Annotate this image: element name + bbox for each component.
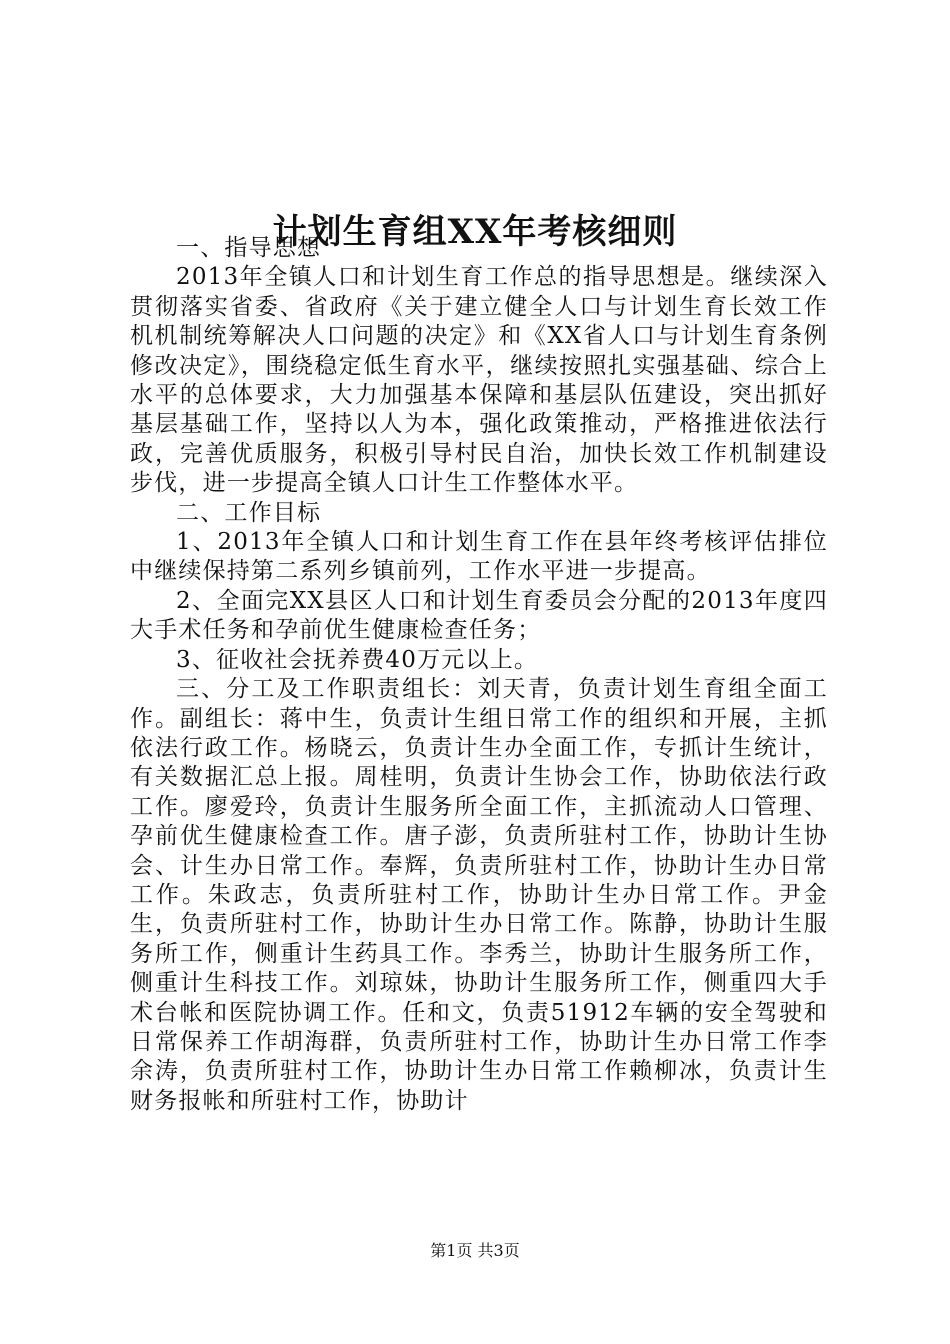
- paragraph-goal-1: 1、2013年全镇人口和计划生育工作在县年终考核评估排位中继续保持第二系列乡镇前列，工作水平进一步提高。: [130, 529, 828, 585]
- paragraph-division-of-duties: 三、分工及工作职责组长：刘天青，负责计划生育组全面工作。副组长：蒋中生，负责计生组日常工作的组织和开展，主抓依法行政工作。杨晓云，负责计生办全面工作，专抓计生统计，有关数据汇总上报。周桂明，负责计生协会工作，协助依法行政工作。廖爱玲，负责计生服务所全面工作，主抓流动人口管理、孕前优生健康检查工作。唐子澎，负责所驻村工作，协助计生协会、计生办日常工作。奉辉，负责所驻村工作，协助计生办日常工作。朱政志，负责所驻村工作，协助计生办日常工作。尹金生，负责所驻村工作，协助计生办日常工作。陈静，协助计生服务所工作，侧重计生药具工作。李秀兰，协助计生服务所工作，侧重计生科技工作。刘琼妹，协助计生服务所工作，侧重四大手术台帐和医院协调工作。任和文，负责51912车辆的安全驾驶和日常保养工作胡海群，负责所驻村工作，协助计生办日常工作李余涛，负责所驻村工作，协助计生办日常工作赖柳冰，负责计生财务报帐和所驻村工作，协助计: [130, 676, 828, 1114]
- section-heading-work-goals: 二、工作目标: [176, 499, 322, 526]
- page-number-footer: 第1页 共3页: [430, 1241, 520, 1260]
- section-heading-guiding-ideology: 一、指导思想: [176, 235, 322, 261]
- paragraph-goal-2: 2、全面完XX县区人口和计划生育委员会分配的2013年度四大手术任务和孕前优生健康检查任务；: [130, 587, 828, 644]
- document-body: [130, 234, 828, 1116]
- paragraph-guiding-ideology: 2013年全镇人口和计划生育工作总的指导思想是。继续深入贯彻落实省委、省政府《关于建立健全人口与计划生育长效工作机机制统筹解决人口问题的决定》和《XX省人口与计划生育条例修改决定》，围绕稳定低生育水平，继续按照扎实强基础、综合上水平的总体要求，大力加强基本保障和基层队伍建设，突出抓好基层基础工作，坚持以人为本，强化政策推动，严格推进依法行政，完善优质服务，积极引导村民自治，加快长效工作机制建设步伐，进一步提高全镇人口计生工作整体水平。: [130, 264, 828, 497]
- paragraph-goal-3: 3、征收社会抚养费40万元以上。: [176, 646, 539, 673]
- document-title: 计划生育组XX年考核细则: [272, 211, 678, 252]
